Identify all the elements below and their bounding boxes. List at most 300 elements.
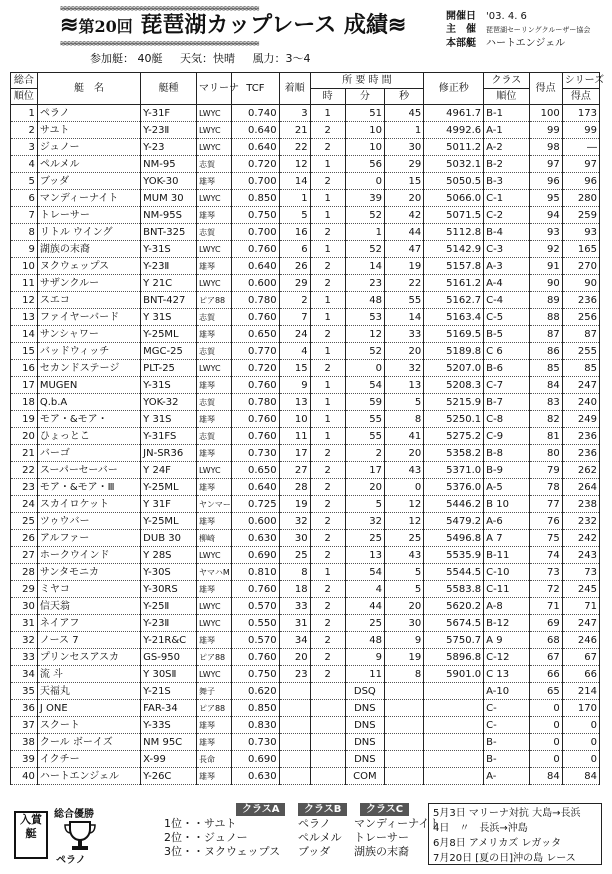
cell-hours <box>310 700 345 717</box>
table-row <box>11 122 600 139</box>
cell-class-rank: C- <box>484 717 529 734</box>
cell-minutes: DSQ <box>345 683 384 700</box>
cell-class-rank: A-2 <box>484 139 529 156</box>
cell-corrected-seconds: 5112.8 <box>424 224 484 241</box>
cell-hours <box>310 683 345 700</box>
cell-minutes: 52 <box>345 207 384 224</box>
cell-rank: 24 <box>11 496 38 513</box>
cell-corrected-seconds: 5896.8 <box>424 649 484 666</box>
cell-minutes: 51 <box>345 105 384 122</box>
cell-boat-name: スカイロケット <box>37 496 140 513</box>
cell-seconds: 47 <box>384 241 423 258</box>
cell-marina: LWYC <box>196 666 231 683</box>
cell-hours: 2 <box>310 649 345 666</box>
cell-corrected-seconds <box>424 683 484 700</box>
cell-corrected-seconds: 5275.2 <box>424 428 484 445</box>
cell-boat-type: Y-30S <box>141 564 197 581</box>
cell-tcf: 0.850 <box>232 700 280 717</box>
table-row <box>11 598 600 615</box>
cell-hours: 2 <box>310 496 345 513</box>
cell-marina: 雄琴 <box>196 513 231 530</box>
table-row <box>11 666 600 683</box>
col-corrected: 修正秒 <box>424 73 484 105</box>
cell-rank: 4 <box>11 156 38 173</box>
cell-series-points: 85 <box>562 360 599 377</box>
cell-seconds: 30 <box>384 615 423 632</box>
cell-hours: 1 <box>310 105 345 122</box>
cell-boat-name: スーパーセーバー <box>37 462 140 479</box>
cell-series-points: 84 <box>562 768 599 785</box>
cell-boat-name: マンディーナイト <box>37 190 140 207</box>
cell-marina: 雄琴 <box>196 581 231 598</box>
title-wave-bottom: ≋≋≋≋≋≋≋≋≋≋≋≋≋≋≋≋≋≋≋≋≋≋≋≋≋≋≋≋≋≋≋≋≋≋≋≋≋≋≋≋≋≋≋≋≋≋≋≋≋≋≋≋ <box>60 39 259 48</box>
cell-hours: 2 <box>310 598 345 615</box>
cell-corrected-seconds <box>424 717 484 734</box>
cell-marina: 志賀 <box>196 224 231 241</box>
cell-points: 80 <box>529 445 562 462</box>
col-class-2: 順位 <box>484 89 529 105</box>
cell-points: 81 <box>529 428 562 445</box>
table-row <box>11 751 600 768</box>
cell-points: 92 <box>529 241 562 258</box>
cell-tcf: 0.640 <box>232 258 280 275</box>
cell-tcf: 0.740 <box>232 105 280 122</box>
cell-minutes: 56 <box>345 156 384 173</box>
cell-minutes: 25 <box>345 530 384 547</box>
cell-boat-name: ペルメル <box>37 156 140 173</box>
cell-minutes: 55 <box>345 411 384 428</box>
cell-boat-name: スクート <box>37 717 140 734</box>
cell-boat-type: BNT-427 <box>141 292 197 309</box>
cell-tcf: 0.770 <box>232 343 280 360</box>
cell-marina: ピア88 <box>196 700 231 717</box>
cell-corrected-seconds: 5479.2 <box>424 513 484 530</box>
cell-boat-type: YOK-32 <box>141 394 197 411</box>
table-row <box>11 224 600 241</box>
cell-seconds: 25 <box>384 530 423 547</box>
cell-hours: 2 <box>310 258 345 275</box>
cell-points: 99 <box>529 122 562 139</box>
cell-minutes: 20 <box>345 479 384 496</box>
cell-hours: 2 <box>310 666 345 683</box>
cell-rank: 38 <box>11 734 38 751</box>
cell-rank: 2 <box>11 122 38 139</box>
cell-points: 0 <box>529 751 562 768</box>
cell-marina: 雄琴 <box>196 258 231 275</box>
cell-boat-type: NM-95 <box>141 156 197 173</box>
cell-marina: LWYC <box>196 275 231 292</box>
schedule-item: 5月3日 マリーナ対抗 大島→長浜 <box>433 808 581 819</box>
table-row <box>11 156 600 173</box>
cell-finish-order: 7 <box>279 309 310 326</box>
trophy-icon <box>62 819 98 853</box>
cell-minutes: 59 <box>345 394 384 411</box>
cell-seconds: 41 <box>384 428 423 445</box>
cell-class-rank: B-8 <box>484 445 529 462</box>
cell-points: 93 <box>529 224 562 241</box>
table-row <box>11 275 600 292</box>
cell-series-points: 249 <box>562 411 599 428</box>
cell-minutes: 25 <box>345 615 384 632</box>
class-b-list <box>298 817 342 859</box>
cell-minutes: 48 <box>345 632 384 649</box>
cell-seconds: 20 <box>384 190 423 207</box>
cell-seconds: 8 <box>384 411 423 428</box>
cell-hours: 2 <box>310 360 345 377</box>
cell-series-points: 165 <box>562 241 599 258</box>
cell-boat-name: 湖族の末裔 <box>37 241 140 258</box>
cell-hours: 2 <box>310 530 345 547</box>
cell-tcf: 0.725 <box>232 496 280 513</box>
cell-finish-order: 19 <box>279 496 310 513</box>
cell-class-rank: B 10 <box>484 496 529 513</box>
cell-series-points: 93 <box>562 224 599 241</box>
cell-seconds: 12 <box>384 513 423 530</box>
class-c-2: トレーサー <box>354 831 409 844</box>
cell-hours: 2 <box>310 615 345 632</box>
cell-boat-type: GS-950 <box>141 649 197 666</box>
cell-hours <box>310 734 345 751</box>
cell-hours: 1 <box>310 156 345 173</box>
table-row <box>11 445 600 462</box>
cell-points: 78 <box>529 479 562 496</box>
footer <box>8 803 604 869</box>
cell-series-points: 96 <box>562 173 599 190</box>
cell-boat-name: ヌクウェップス <box>37 258 140 275</box>
cell-hours: 1 <box>310 343 345 360</box>
cell-hours: 2 <box>310 224 345 241</box>
cell-corrected-seconds: 5215.9 <box>424 394 484 411</box>
cell-hours: 1 <box>310 411 345 428</box>
cell-rank: 7 <box>11 207 38 224</box>
cell-boat-name: ペラノ <box>37 105 140 122</box>
cell-hours: 1 <box>310 428 345 445</box>
cell-boat-type: DUB 30 <box>141 530 197 547</box>
cell-boat-type: NM 95C <box>141 734 197 751</box>
cell-boat-type: YOK-30 <box>141 173 197 190</box>
cell-minutes: 9 <box>345 649 384 666</box>
cell-hours: 1 <box>310 292 345 309</box>
cell-corrected-seconds: 5250.1 <box>424 411 484 428</box>
cell-seconds: 12 <box>384 496 423 513</box>
cell-boat-name: サユト <box>37 122 140 139</box>
table-row <box>11 105 600 122</box>
cell-hours: 1 <box>310 377 345 394</box>
cell-corrected-seconds: 5583.8 <box>424 581 484 598</box>
cell-finish-order <box>279 683 310 700</box>
cell-rank: 35 <box>11 683 38 700</box>
col-series: シリーズ <box>562 73 599 89</box>
cell-marina: LWYC <box>196 462 231 479</box>
cell-points: 95 <box>529 190 562 207</box>
cell-series-points: 66 <box>562 666 599 683</box>
cell-rank: 40 <box>11 768 38 785</box>
cell-finish-order: 16 <box>279 224 310 241</box>
cell-series-points: 270 <box>562 258 599 275</box>
cell-finish-order: 29 <box>279 275 310 292</box>
cell-minutes: 0 <box>345 360 384 377</box>
cell-class-rank: B-3 <box>484 173 529 190</box>
cell-finish-order: 6 <box>279 241 310 258</box>
cell-marina: LWYC <box>196 190 231 207</box>
cell-rank: 8 <box>11 224 38 241</box>
cell-marina: LWYC <box>196 547 231 564</box>
cell-tcf: 0.730 <box>232 445 280 462</box>
cell-finish-order: 31 <box>279 615 310 632</box>
cell-points: 79 <box>529 462 562 479</box>
cell-tcf: 0.570 <box>232 598 280 615</box>
cell-marina: 雄琴 <box>196 445 231 462</box>
cell-finish-order: 8 <box>279 564 310 581</box>
cell-series-points: 240 <box>562 394 599 411</box>
cell-boat-name: バッドウィッチ <box>37 343 140 360</box>
cell-points: 73 <box>529 564 562 581</box>
cell-boat-name: ブッダ <box>37 173 140 190</box>
cell-class-rank: A 7 <box>484 530 529 547</box>
table-row <box>11 768 600 785</box>
title-edition: 第20回 <box>78 17 133 36</box>
cell-hours: 1 <box>310 309 345 326</box>
cell-points: 82 <box>529 411 562 428</box>
cell-seconds: 20 <box>384 445 423 462</box>
table-row <box>11 241 600 258</box>
cell-class-rank: B-1 <box>484 105 529 122</box>
cell-corrected-seconds: 5208.3 <box>424 377 484 394</box>
cell-class-rank: A-5 <box>484 479 529 496</box>
cell-boat-name: スエコ <box>37 292 140 309</box>
title-wave-top: ≋≋≋≋≋≋≋≋≋≋≋≋≋≋≋≋≋≋≋≋≋≋≋≋≋≋≋≋≋≋≋≋≋≋≋≋≋≋≋≋≋≋≋≋≋≋≋≋≋≋≋≋ <box>60 4 259 13</box>
table-row <box>11 547 600 564</box>
cell-rank: 37 <box>11 717 38 734</box>
col-minutes: 分 <box>345 89 384 105</box>
table-row <box>11 513 600 530</box>
cell-marina: LWYC <box>196 598 231 615</box>
cell-tcf: 0.760 <box>232 241 280 258</box>
col-series-2: 得点 <box>562 89 599 105</box>
cell-tcf: 0.760 <box>232 649 280 666</box>
cell-points: 97 <box>529 156 562 173</box>
cell-rank: 3 <box>11 139 38 156</box>
cell-tcf: 0.780 <box>232 292 280 309</box>
cell-tcf: 0.700 <box>232 173 280 190</box>
cell-corrected-seconds: 5496.8 <box>424 530 484 547</box>
cell-finish-order: 15 <box>279 360 310 377</box>
cell-minutes: 10 <box>345 122 384 139</box>
cell-rank: 36 <box>11 700 38 717</box>
cell-tcf: 0.760 <box>232 581 280 598</box>
cell-boat-type: Y 28S <box>141 547 197 564</box>
cell-points: 67 <box>529 649 562 666</box>
cell-class-rank: A-1 <box>484 122 529 139</box>
table-row <box>11 309 600 326</box>
cell-tcf: 0.830 <box>232 717 280 734</box>
event-meta <box>446 10 590 50</box>
class-c-1: マンディーナイト <box>354 817 441 830</box>
cell-corrected-seconds: 5071.5 <box>424 207 484 224</box>
class-b-1: ペラノ <box>298 817 331 830</box>
cell-boat-name: モア・&モア・Ⅲ <box>37 479 140 496</box>
cell-rank: 13 <box>11 309 38 326</box>
cell-finish-order: 13 <box>279 394 310 411</box>
cell-points: 76 <box>529 513 562 530</box>
cell-seconds: 5 <box>384 394 423 411</box>
cell-boat-type: Y 31S <box>141 309 197 326</box>
table-row <box>11 462 600 479</box>
cell-corrected-seconds: 5169.5 <box>424 326 484 343</box>
cell-points: 89 <box>529 292 562 309</box>
cell-seconds: 13 <box>384 377 423 394</box>
cell-rank: 17 <box>11 377 38 394</box>
cell-seconds: 19 <box>384 649 423 666</box>
cell-tcf: 0.750 <box>232 666 280 683</box>
cell-series-points: 243 <box>562 547 599 564</box>
table-row <box>11 479 600 496</box>
cell-boat-name: サンシャワー <box>37 326 140 343</box>
cell-corrected-seconds: 5376.0 <box>424 479 484 496</box>
cell-boat-type: Y-31F <box>141 105 197 122</box>
cell-hours: 2 <box>310 462 345 479</box>
table-row <box>11 683 600 700</box>
meta-committee-boat: 本部艇 ハートエンジェル <box>446 38 566 49</box>
cell-boat-name: イクチー <box>37 751 140 768</box>
cell-seconds: 5 <box>384 564 423 581</box>
cell-tcf: 0.570 <box>232 632 280 649</box>
cell-finish-order: 10 <box>279 411 310 428</box>
cell-boat-type: Y-21S <box>141 683 197 700</box>
cell-boat-type: MGC-25 <box>141 343 197 360</box>
col-name: 艇 名 <box>37 73 140 105</box>
cell-class-rank: A 9 <box>484 632 529 649</box>
cell-rank: 11 <box>11 275 38 292</box>
cell-finish-order <box>279 734 310 751</box>
cell-boat-type: PLT-25 <box>141 360 197 377</box>
cell-hours: 2 <box>310 479 345 496</box>
cell-tcf: 0.720 <box>232 156 280 173</box>
cell-series-points: 87 <box>562 326 599 343</box>
cell-rank: 6 <box>11 190 38 207</box>
cell-minutes: 12 <box>345 326 384 343</box>
cell-seconds: 30 <box>384 139 423 156</box>
schedule-item: 6月8日 アメリカズ レガッタ <box>433 838 562 849</box>
cell-marina: LWYC <box>196 241 231 258</box>
cell-boat-name: バーゴ <box>37 445 140 462</box>
cell-rank: 14 <box>11 326 38 343</box>
cell-seconds <box>384 768 423 785</box>
table-header-row <box>11 73 600 89</box>
cell-seconds <box>384 717 423 734</box>
cell-hours: 2 <box>310 326 345 343</box>
cell-boat-type: Y-25Ⅱ <box>141 598 197 615</box>
cell-points: 98 <box>529 139 562 156</box>
cell-series-points: 247 <box>562 377 599 394</box>
cell-points: 74 <box>529 547 562 564</box>
cell-finish-order: 4 <box>279 343 310 360</box>
cell-finish-order: 12 <box>279 156 310 173</box>
cell-corrected-seconds: 5901.0 <box>424 666 484 683</box>
cell-finish-order: 5 <box>279 207 310 224</box>
cell-series-points: 0 <box>562 734 599 751</box>
cell-rank: 5 <box>11 173 38 190</box>
cell-seconds: 45 <box>384 105 423 122</box>
overall-places <box>164 817 280 859</box>
table-row <box>11 173 600 190</box>
cell-rank: 29 <box>11 581 38 598</box>
cell-points: 83 <box>529 394 562 411</box>
cell-boat-name: MUGEN <box>37 377 140 394</box>
cell-corrected-seconds: 5674.5 <box>424 615 484 632</box>
cell-series-points: 238 <box>562 496 599 513</box>
cell-minutes: 32 <box>345 513 384 530</box>
cell-minutes: 23 <box>345 275 384 292</box>
cell-hours: 2 <box>310 122 345 139</box>
cell-marina: 雄琴 <box>196 173 231 190</box>
cell-finish-order: 21 <box>279 122 310 139</box>
cell-seconds: 0 <box>384 479 423 496</box>
col-type: 艇種 <box>141 73 197 105</box>
cell-seconds <box>384 700 423 717</box>
cell-finish-order: 33 <box>279 598 310 615</box>
cell-boat-name: ノース 7 <box>37 632 140 649</box>
cell-corrected-seconds: 5161.2 <box>424 275 484 292</box>
cell-finish-order: 1 <box>279 190 310 207</box>
cell-minutes: 55 <box>345 428 384 445</box>
cell-series-points: 245 <box>562 581 599 598</box>
col-rank-2: 順位 <box>11 89 38 105</box>
cell-tcf: 0.760 <box>232 309 280 326</box>
cell-marina: 雄琴 <box>196 377 231 394</box>
col-seconds: 秒 <box>384 89 423 105</box>
cell-minutes: 39 <box>345 190 384 207</box>
cell-finish-order: 2 <box>279 292 310 309</box>
table-row <box>11 615 600 632</box>
cell-corrected-seconds: 4992.6 <box>424 122 484 139</box>
cell-rank: 39 <box>11 751 38 768</box>
cell-minutes: 53 <box>345 309 384 326</box>
table-row <box>11 343 600 360</box>
cell-boat-type: Y 21C <box>141 275 197 292</box>
cell-points: 75 <box>529 530 562 547</box>
cell-seconds: 8 <box>384 666 423 683</box>
class-a-heading: クラスA <box>236 803 285 816</box>
cell-class-rank: C-9 <box>484 428 529 445</box>
cell-points: 90 <box>529 275 562 292</box>
cell-tcf: 0.640 <box>232 122 280 139</box>
cell-boat-name: 流 斗 <box>37 666 140 683</box>
cell-rank: 26 <box>11 530 38 547</box>
cell-minutes: 10 <box>345 139 384 156</box>
cell-boat-name: トレーサー <box>37 207 140 224</box>
cell-boat-type: Y 31F <box>141 496 197 513</box>
cell-class-rank: A-3 <box>484 258 529 275</box>
cell-marina: ピア88 <box>196 649 231 666</box>
title-name: 琵琶湖カップレース 成績 <box>140 12 388 38</box>
cell-marina: ヤンマー <box>196 496 231 513</box>
cell-boat-name: モア・&モア・ <box>37 411 140 428</box>
cell-minutes: 2 <box>345 445 384 462</box>
cell-tcf: 0.760 <box>232 411 280 428</box>
cell-corrected-seconds: 5157.8 <box>424 258 484 275</box>
cell-marina: 雄琴 <box>196 326 231 343</box>
cell-rank: 23 <box>11 479 38 496</box>
schedule-item: 4日 〃 長浜→沖島 <box>433 823 528 834</box>
class-b-2: ペルメル <box>298 831 342 844</box>
cell-class-rank: C-1 <box>484 190 529 207</box>
cell-boat-name: ツゥウバー <box>37 513 140 530</box>
cell-finish-order: 11 <box>279 428 310 445</box>
cell-seconds: 14 <box>384 309 423 326</box>
cell-minutes: 1 <box>345 224 384 241</box>
cell-points: 66 <box>529 666 562 683</box>
